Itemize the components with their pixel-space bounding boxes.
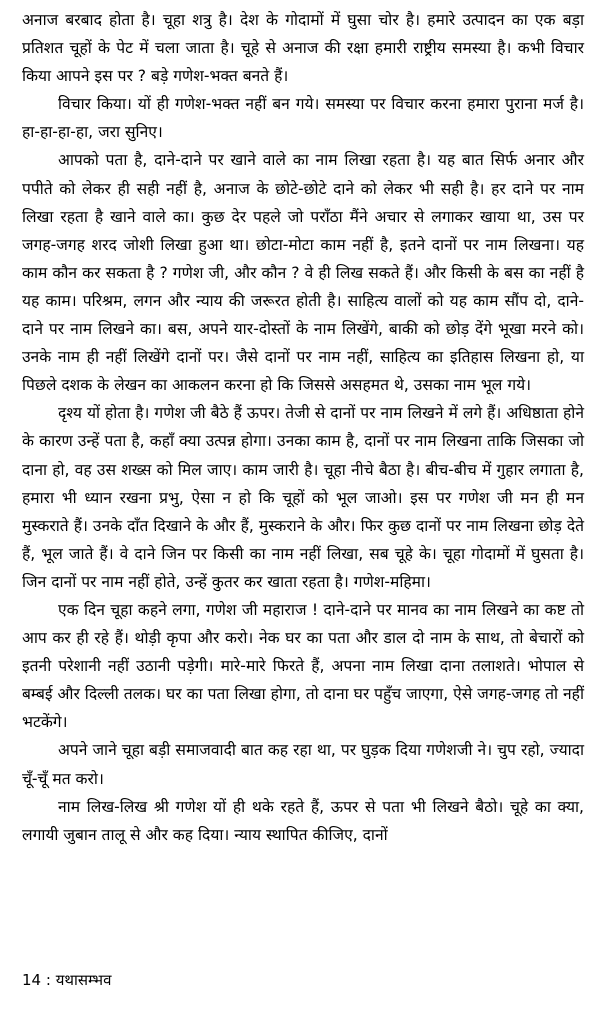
footer-separator: :	[45, 971, 51, 989]
page-body	[22, 6, 584, 849]
page-footer	[22, 970, 111, 990]
paragraph-2: विचार किया। यों ही गणेश-भक्त नहीं बन गये। समस्या पर विचार करना हमारा पुराना मर्ज है। हा-हा-हा-हा, जरा सुनिए।	[22, 95, 584, 142]
paragraph-6: अपने जाने चूहा बड़ी समाजवादी बात कह रहा था, पर घुड़क दिया गणेशजी ने। चुप रहो, ज्यादा चूँ-चूँ मत करो।	[22, 741, 584, 788]
page-number: 14	[22, 971, 42, 989]
paragraph-7: नाम लिख-लिख श्री गणेश यों ही थके रहते हैं, ऊपर से पता भी लिखने बैठो। चूहे का क्या, लगायी जुबान तालू से और कह दिया। न्याय स्थापित कीजिए, दानों	[22, 797, 584, 844]
paragraph-1: अनाज बरबाद होता है। चूहा शत्रु है। देश के गोदामों में घुसा चोर है। हमारे उत्पादन का एक बड़ा प्रतिशत चूहों के पेट में चला जाता है। चूहे से अनाज की रक्षा हमारी राष्ट्रीय समस्या है। कभी विचार किया आपने इस पर ? बड़े गणेश-भक्त बनते हैं।	[22, 11, 584, 86]
paragraph-4: दृश्य यों होता है। गणेश जी बैठे हैं ऊपर। तेजी से दानों पर नाम लिखने में लगे हैं। अधिष्ठाता होने के कारण उन्हें पता है, कहाँ क्या उत्पन्न होगा। उनका काम है, दानों पर नाम लिखना ताकि जिसका जो दाना हो, वह उस शख्स को मिल जाए। काम जारी है। चूहा नीचे बैठा है। बीच-बीच में गुहार लगाता है, हमारा भी ध्यान रखना प्रभु, ऐसा न हो कि चूहों को भूल जाओ। इस पर गणेश जी मन ही मन मुस्कराते हैं। उनके दाँत दिखाने के और हैं, मुस्कराने के और। फिर कुछ दानों पर नाम लिखना छोड़ देते हैं, भूल जाते हैं। वे दाने जिन पर किसी का नाम नहीं लिखा, सब चूहे के। चूहा गोदामों में घुसता है। जिन दानों पर नाम नहीं होते, उन्हें कुतर कर खाता रहता है। गणेश-महिमा।	[22, 404, 584, 591]
paragraph-3: आपको पता है, दाने-दाने पर खाने वाले का नाम लिखा रहता है। यह बात सिर्फ अनार और पपीते को लेकर ही सही नहीं है, अनाज के छोटे-छोटे दाने को लेकर भी सही है। हर दाने पर नाम लिखा रहता है खाने वाले का। कुछ देर पहले जो पराँठा मैंने अचार से लगाकर खाया था, उस पर जगह-जगह शरद जोशी लिखा हुआ था। छोटा-मोटा काम नहीं है, इतने दानों पर नाम लिखना। यह काम कौन कर सकता है ? गणेश जी, और कौन ? वे ही लिख सकते हैं। और किसी के बस का नहीं है यह काम। परिश्रम, लगन और न्याय की जरूरत होती है। साहित्य वालों को यह काम सौंप दो, दाने-दाने पर नाम लिखने का। बस, अपने यार-दोस्तों के नाम लिखेंगे, बाकी को छोड़ देंगे भूखा मरने को। उनके नाम ही नहीं लिखेंगे दानों पर। जैसे दानों पर नाम नहीं, साहित्य का इतिहास लिखना हो, या पिछले दशक के लेखन का आकलन करना हो कि जिससे असहमत थे, उसका नाम भूल गये।	[22, 151, 584, 395]
paragraph-5: एक दिन चूहा कहने लगा, गणेश जी महाराज ! दाने-दाने पर मानव का नाम लिखने का कष्ट तो आप कर ही रहे हैं। थोड़ी कृपा और करो। नेक घर का पता और डाल दो नाम के साथ, तो बेचारों को इतनी परेशानी नहीं उठानी पड़ेगी। मारे-मारे फिरते हैं, अपना नाम लिखा दाना तलाशते। भोपाल से बम्बई और दिल्ली तलक। घर का पता लिखा होगा, तो दाना घर पहुँच जाएगा, ऐसे जगह-जगह तो नहीं भटकेंगे।	[22, 600, 584, 732]
book-title: यथासम्भव	[55, 971, 112, 989]
